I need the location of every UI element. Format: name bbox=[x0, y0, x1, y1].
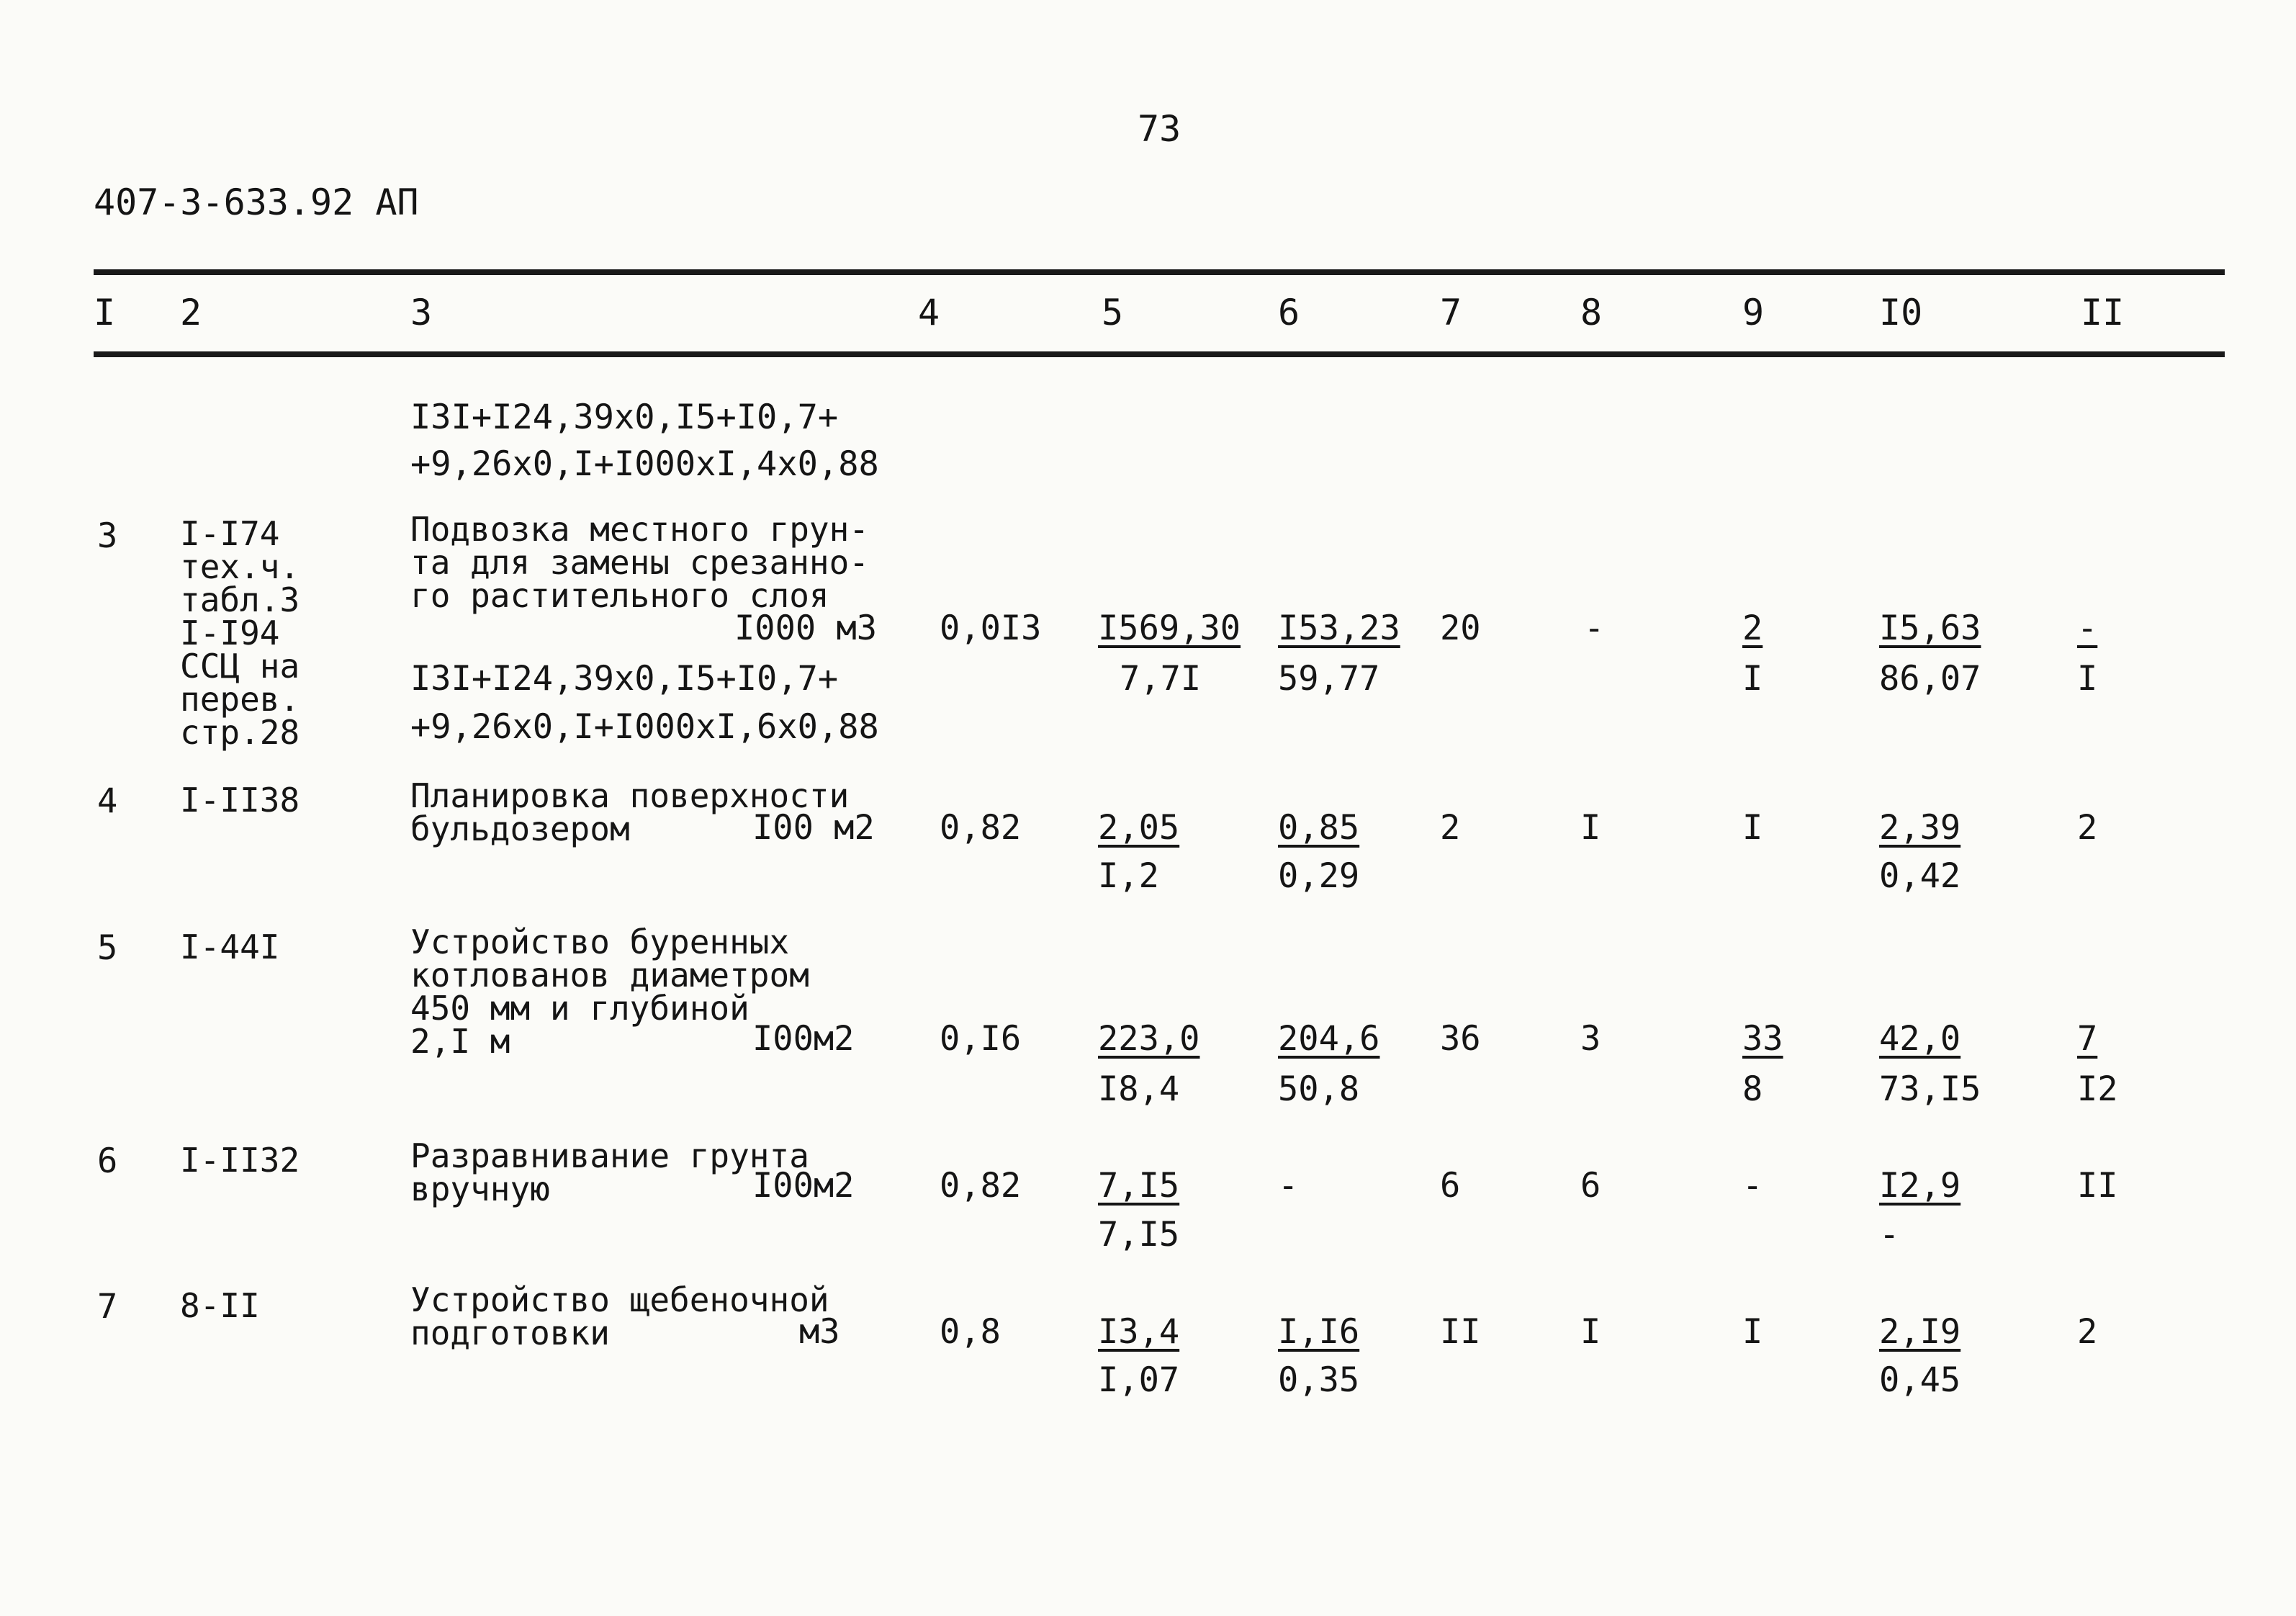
col9-subvalue: I bbox=[1742, 659, 1763, 699]
work-description: Подвозка местного грун- та для замены срезанно- го растительного слоя bbox=[410, 510, 869, 615]
rate-code: I-44I bbox=[180, 928, 280, 966]
col5-value: I3,4 bbox=[1098, 1312, 1180, 1352]
col11-value: II bbox=[2077, 1166, 2118, 1206]
col6-value: - bbox=[1278, 1166, 1299, 1206]
col5-subvalue: 7,7I bbox=[1120, 659, 1202, 699]
col10-subvalue: 73,I5 bbox=[1879, 1069, 1981, 1109]
header-col-1: I bbox=[94, 292, 116, 333]
header-col-2: 2 bbox=[180, 292, 202, 333]
work-description: Устройство буренных котлованов диаметром 450 мм и глубиной 2,I м bbox=[410, 923, 809, 1061]
col8-value: 3 bbox=[1580, 1019, 1601, 1059]
col7-value: 20 bbox=[1440, 609, 1481, 648]
row-number: 5 bbox=[97, 928, 118, 968]
col5-subvalue: I,2 bbox=[1098, 856, 1159, 896]
col11-value: 2 bbox=[2077, 808, 2098, 848]
col10-value: 2,39 bbox=[1879, 808, 1961, 848]
col5-subvalue: I8,4 bbox=[1098, 1069, 1180, 1109]
formula-line: I3I+I24,39x0,I5+I0,7+ bbox=[410, 659, 839, 699]
header-col-8: 8 bbox=[1580, 292, 1603, 333]
col6-subvalue: 0,29 bbox=[1278, 856, 1360, 896]
col6-value: 0,85 bbox=[1278, 808, 1360, 848]
col5-value: 7,I5 bbox=[1098, 1166, 1180, 1206]
col8-value: 6 bbox=[1580, 1166, 1601, 1206]
row-number: 7 bbox=[97, 1287, 118, 1327]
header-bottom-rule bbox=[94, 351, 2225, 357]
col10-value: 42,0 bbox=[1879, 1019, 1961, 1059]
header-col-6: 6 bbox=[1278, 292, 1300, 333]
col10-subvalue: 0,42 bbox=[1879, 856, 1961, 896]
col10-value: I2,9 bbox=[1879, 1166, 1961, 1206]
rate-code: I-II38 bbox=[180, 781, 300, 820]
col5-value: 2,05 bbox=[1098, 808, 1180, 848]
rate-code: 8-II bbox=[180, 1286, 260, 1325]
col7-value: 6 bbox=[1440, 1166, 1461, 1206]
header-col-4: 4 bbox=[918, 292, 940, 333]
col6-subvalue: 50,8 bbox=[1278, 1069, 1360, 1109]
col6-value: I,I6 bbox=[1278, 1312, 1360, 1352]
col8-value: I bbox=[1580, 808, 1601, 848]
col9-value: I bbox=[1742, 808, 1763, 848]
col11-value: 2 bbox=[2077, 1312, 2098, 1352]
col7-value: II bbox=[1440, 1312, 1481, 1352]
col10-value: 2,I9 bbox=[1879, 1312, 1961, 1352]
header-col-5: 5 bbox=[1102, 292, 1124, 333]
col10-value: I5,63 bbox=[1879, 609, 1981, 648]
unit-of-measure: I00м2 bbox=[752, 1019, 855, 1059]
col11-value: 7 bbox=[2077, 1019, 2098, 1059]
quantity: 0,0I3 bbox=[940, 609, 1042, 648]
col9-value: - bbox=[1742, 1166, 1763, 1206]
header-col-7: 7 bbox=[1440, 292, 1462, 333]
col6-value: 204,6 bbox=[1278, 1019, 1380, 1059]
unit-of-measure: I00 м2 bbox=[752, 808, 875, 848]
col5-subvalue: I,07 bbox=[1098, 1360, 1180, 1400]
row-number: 6 bbox=[97, 1141, 118, 1181]
formula-line: I3I+I24,39x0,I5+I0,7+ bbox=[410, 398, 839, 437]
rate-code: I-I74 тех.ч. табл.3 I-I94 ССЦ на перев. стр.28 bbox=[180, 514, 300, 752]
col8-value: - bbox=[1584, 609, 1605, 648]
col10-subvalue: 86,07 bbox=[1879, 659, 1981, 699]
col11-subvalue: I bbox=[2077, 659, 2098, 699]
col8-value: I bbox=[1580, 1312, 1601, 1352]
col6-subvalue: 0,35 bbox=[1278, 1360, 1360, 1400]
col10-subvalue: 0,45 bbox=[1879, 1360, 1961, 1400]
col5-value: 223,0 bbox=[1098, 1019, 1200, 1059]
col7-value: 36 bbox=[1440, 1019, 1481, 1059]
col9-subvalue: 8 bbox=[1742, 1069, 1763, 1109]
quantity: 0,82 bbox=[940, 808, 1022, 848]
col11-value: - bbox=[2077, 609, 2098, 648]
col7-value: 2 bbox=[1440, 808, 1461, 848]
work-description: Устройство щебеночной подготовки bbox=[410, 1280, 829, 1352]
col11-subvalue: I2 bbox=[2077, 1069, 2118, 1109]
unit-of-measure: м3 bbox=[799, 1312, 840, 1352]
work-description: Планировка поверхности бульдозером bbox=[410, 776, 850, 848]
row-number: 3 bbox=[97, 516, 118, 556]
work-description: Разравнивание грунта вручную bbox=[410, 1136, 809, 1208]
formula-line: +9,26x0,I+I000xI,6x0,88 bbox=[410, 707, 879, 747]
unit-of-measure: I000 м3 bbox=[734, 609, 878, 648]
formula-line: +9,26x0,I+I000xI,4x0,88 bbox=[410, 444, 879, 484]
col5-value: I569,30 bbox=[1098, 609, 1241, 648]
header-col-9: 9 bbox=[1742, 292, 1765, 333]
col6-value: I53,23 bbox=[1278, 609, 1400, 648]
col9-value: 2 bbox=[1742, 609, 1763, 648]
row-number: 4 bbox=[97, 781, 118, 821]
unit-of-measure: I00м2 bbox=[752, 1166, 855, 1206]
header-col-11: II bbox=[2081, 292, 2125, 333]
header-top-rule bbox=[94, 269, 2225, 275]
quantity: 0,I6 bbox=[940, 1019, 1022, 1059]
col10-subvalue: - bbox=[1879, 1215, 1900, 1254]
header-col-10: I0 bbox=[1879, 292, 1923, 333]
quantity: 0,8 bbox=[940, 1312, 1001, 1352]
col6-subvalue: 59,77 bbox=[1278, 659, 1380, 699]
document-code: 407-3-633.92 АП bbox=[94, 181, 419, 223]
col9-value: 33 bbox=[1742, 1019, 1783, 1059]
header-col-3: 3 bbox=[410, 292, 433, 333]
page-number: 73 bbox=[1138, 108, 1181, 150]
col9-value: I bbox=[1742, 1312, 1763, 1352]
quantity: 0,82 bbox=[940, 1166, 1022, 1206]
col5-subvalue: 7,I5 bbox=[1098, 1215, 1180, 1254]
rate-code: I-II32 bbox=[180, 1141, 300, 1180]
